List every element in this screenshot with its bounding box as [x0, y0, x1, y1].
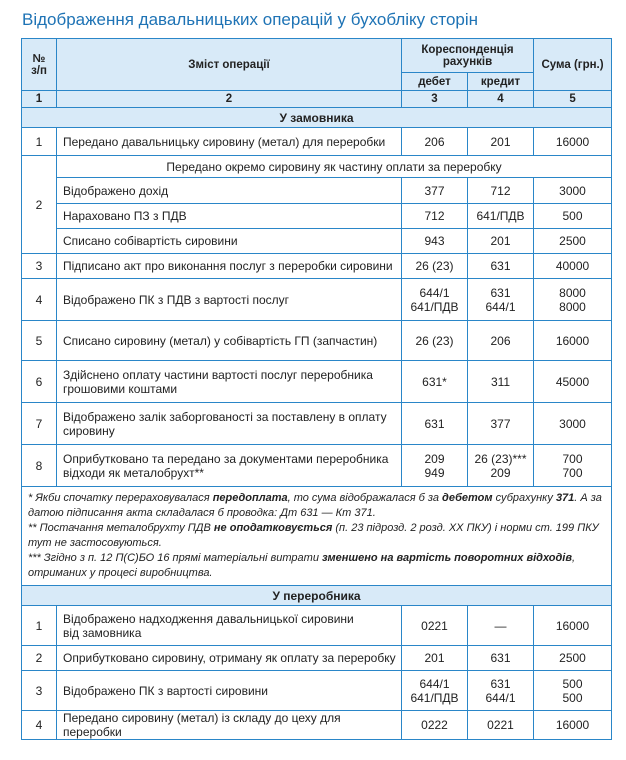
table-row [22, 321, 612, 361]
row-sum: 3000 [534, 403, 612, 445]
row-debit: 0221 [402, 606, 468, 646]
credit-line: 631 [490, 285, 511, 300]
credit-line: 644/1 [485, 299, 516, 314]
text-line: грошовими коштами [63, 381, 178, 396]
debit-line: 641/ПДВ [410, 299, 459, 314]
credit-line: 26 (23)*** [474, 451, 527, 466]
row-credit: 0221 [468, 711, 534, 740]
table-row [22, 204, 612, 229]
row-sum: 45000 [534, 361, 612, 403]
row-number: 6 [22, 361, 57, 403]
row-debit: 206 [402, 128, 468, 156]
row-sum [534, 445, 612, 487]
row-credit [468, 671, 534, 711]
footnote-3 [28, 551, 605, 581]
table-row [22, 671, 612, 711]
footnote-bold: не оподатковується [213, 522, 333, 534]
row-credit: 631 [468, 254, 534, 279]
row-credit: 712 [468, 178, 534, 204]
table-row [22, 156, 612, 178]
row-number: 4 [22, 279, 57, 321]
row-sum [534, 279, 612, 321]
row-credit: 631 [468, 646, 534, 671]
table-row [22, 445, 612, 487]
text-line: Відображено надходження давальницької сировини [63, 611, 354, 626]
row-debit: 26 (23) [402, 321, 468, 361]
row-sum: 16000 [534, 321, 612, 361]
row-credit [468, 445, 534, 487]
row-credit: 311 [468, 361, 534, 403]
row-credit: 641/ПДВ [468, 204, 534, 229]
row-debit: 631* [402, 361, 468, 403]
page-title: Відображення давальницьких операцій у бухобліку сторін [22, 10, 479, 29]
section-processor: У переробника [22, 586, 612, 606]
row-number: 1 [22, 128, 57, 156]
operations-table [21, 38, 612, 740]
row-text: Відображено дохід [57, 178, 402, 204]
text-line: Здійснено оплату частини вартості послуг переробника [63, 367, 373, 382]
table-row [22, 403, 612, 445]
row-debit: 943 [402, 229, 468, 254]
text-line: Відображено залік заборгованості за поставлену в оплату [63, 409, 387, 424]
table-row [22, 178, 612, 204]
row-debit: 631 [402, 403, 468, 445]
footnote-text: , то сума відображалася б за [287, 492, 443, 504]
header-content: Зміст операції [57, 39, 402, 91]
credit-line: 631 [490, 676, 511, 691]
row-debit [402, 445, 468, 487]
row-number: 3 [22, 254, 57, 279]
footnotes [22, 487, 612, 586]
table-row [22, 711, 612, 740]
row-sum: 2500 [534, 229, 612, 254]
row-sum [534, 671, 612, 711]
row-sum: 16000 [534, 711, 612, 740]
section-customer: У замовника [22, 108, 612, 128]
row-sum: 3000 [534, 178, 612, 204]
text-line: сировину [63, 423, 115, 438]
sum-line: 8000 [559, 299, 586, 314]
col-num-4: 4 [468, 91, 534, 108]
debit-line: 949 [424, 465, 445, 480]
row-sum: 16000 [534, 606, 612, 646]
debit-line: 644/1 [419, 285, 450, 300]
footnote-2 [28, 521, 605, 551]
footnote-bold: зменшено на вартість поворотних відходів [322, 552, 573, 564]
row-text: Відображено ПК з ПДВ з вартості послуг [57, 279, 402, 321]
row-text [57, 606, 402, 646]
row-text: Списано сировину (метал) у собівартість ГП (запчастин) [57, 321, 402, 361]
row-text: Передано сировину (метал) із складу до цеху для переробки [57, 711, 402, 740]
footnote-text: субрахунку [492, 492, 556, 504]
footnote-text: , отриманих у процесі виробництва. [28, 552, 576, 579]
footnotes-cell [22, 487, 612, 586]
sum-line: 700 [562, 465, 583, 480]
text-line: відходи як металобрухт** [63, 465, 204, 480]
table-row [22, 229, 612, 254]
row-debit: 0222 [402, 711, 468, 740]
row-text [57, 403, 402, 445]
row-debit: 712 [402, 204, 468, 229]
row-text: Передано давальницьку сировину (метал) для переробки [57, 128, 402, 156]
header-debit: дебет [402, 73, 468, 91]
sum-line: 700 [562, 451, 583, 466]
text-line: від замовника [63, 625, 142, 640]
row-number: 3 [22, 671, 57, 711]
credit-line: 644/1 [485, 690, 516, 705]
footnote-1 [28, 491, 605, 521]
footnote-text: ** Постачання металобрухту ПДВ [28, 522, 214, 534]
debit-line: 644/1 [419, 676, 450, 691]
row-debit [402, 279, 468, 321]
col-num-1: 1 [22, 91, 57, 108]
table-row [22, 254, 612, 279]
row-credit: 206 [468, 321, 534, 361]
footnote-bold: 371 [555, 492, 575, 504]
footnote-text: . А за датою підписання акта складалася б проводка: Дт 631 — Кт 371. [28, 492, 602, 519]
credit-line: 209 [490, 465, 511, 480]
footnote-bold: дебетом [442, 492, 493, 504]
footnote-text: *** Згідно з п. 12 П(С)БО 16 прямі матеріальні витрати [28, 552, 322, 564]
row-sum: 16000 [534, 128, 612, 156]
row-number: 2 [22, 646, 57, 671]
sum-line: 500 [562, 690, 583, 705]
header-credit: кредит [468, 73, 534, 91]
sum-line: 8000 [559, 285, 586, 300]
row-number: 1 [22, 606, 57, 646]
header-correspondence: Кореспонденція рахунків [402, 39, 534, 73]
table-row [22, 128, 612, 156]
col-num-5: 5 [534, 91, 612, 108]
table-row [22, 646, 612, 671]
row-debit: 201 [402, 646, 468, 671]
row-debit: 26 (23) [402, 254, 468, 279]
row-text: Нараховано ПЗ з ПДВ [57, 204, 402, 229]
footnote-text: (п. 23 підрозд. 2 розд. ХХ ПКУ) і норми ст. 199 ПКУ тут не застосовуються. [28, 522, 599, 549]
text-line: Оприбутковано та передано за документами переробника [63, 451, 389, 466]
col-num-2: 2 [57, 91, 402, 108]
row-credit: 377 [468, 403, 534, 445]
footnote-text: * Якби спочатку перераховувалася [28, 492, 213, 504]
debit-line: 209 [424, 451, 445, 466]
row-text [57, 361, 402, 403]
row-debit: 377 [402, 178, 468, 204]
row-sum: 2500 [534, 646, 612, 671]
row-text [57, 445, 402, 487]
table-row [22, 606, 612, 646]
row-text: Списано собівартість сировини [57, 229, 402, 254]
row-credit: — [468, 606, 534, 646]
header-num: № з/п [22, 39, 57, 91]
row-text: Відображено ПК з вартості сировини [57, 671, 402, 711]
col-num-3: 3 [402, 91, 468, 108]
sum-line: 500 [562, 676, 583, 691]
row-credit [468, 279, 534, 321]
row-number: 5 [22, 321, 57, 361]
row-number: 8 [22, 445, 57, 487]
row-number: 2 [22, 156, 57, 254]
row-debit [402, 671, 468, 711]
row-text: Підписано акт про виконання послуг з переробки сировини [57, 254, 402, 279]
row-credit: 201 [468, 128, 534, 156]
row-number: 4 [22, 711, 57, 740]
header-sum: Сума (грн.) [534, 39, 612, 91]
row-sum: 500 [534, 204, 612, 229]
row-text: Оприбутковано сировину, отриману як оплату за переробку [57, 646, 402, 671]
footnote-bold: передоплата [212, 492, 288, 504]
row-credit: 201 [468, 229, 534, 254]
row-sum: 40000 [534, 254, 612, 279]
table-row [22, 279, 612, 321]
row-number: 7 [22, 403, 57, 445]
row-heading: Передано окремо сировину як частину оплати за переробку [57, 156, 612, 178]
debit-line: 641/ПДВ [410, 690, 459, 705]
table-row [22, 361, 612, 403]
